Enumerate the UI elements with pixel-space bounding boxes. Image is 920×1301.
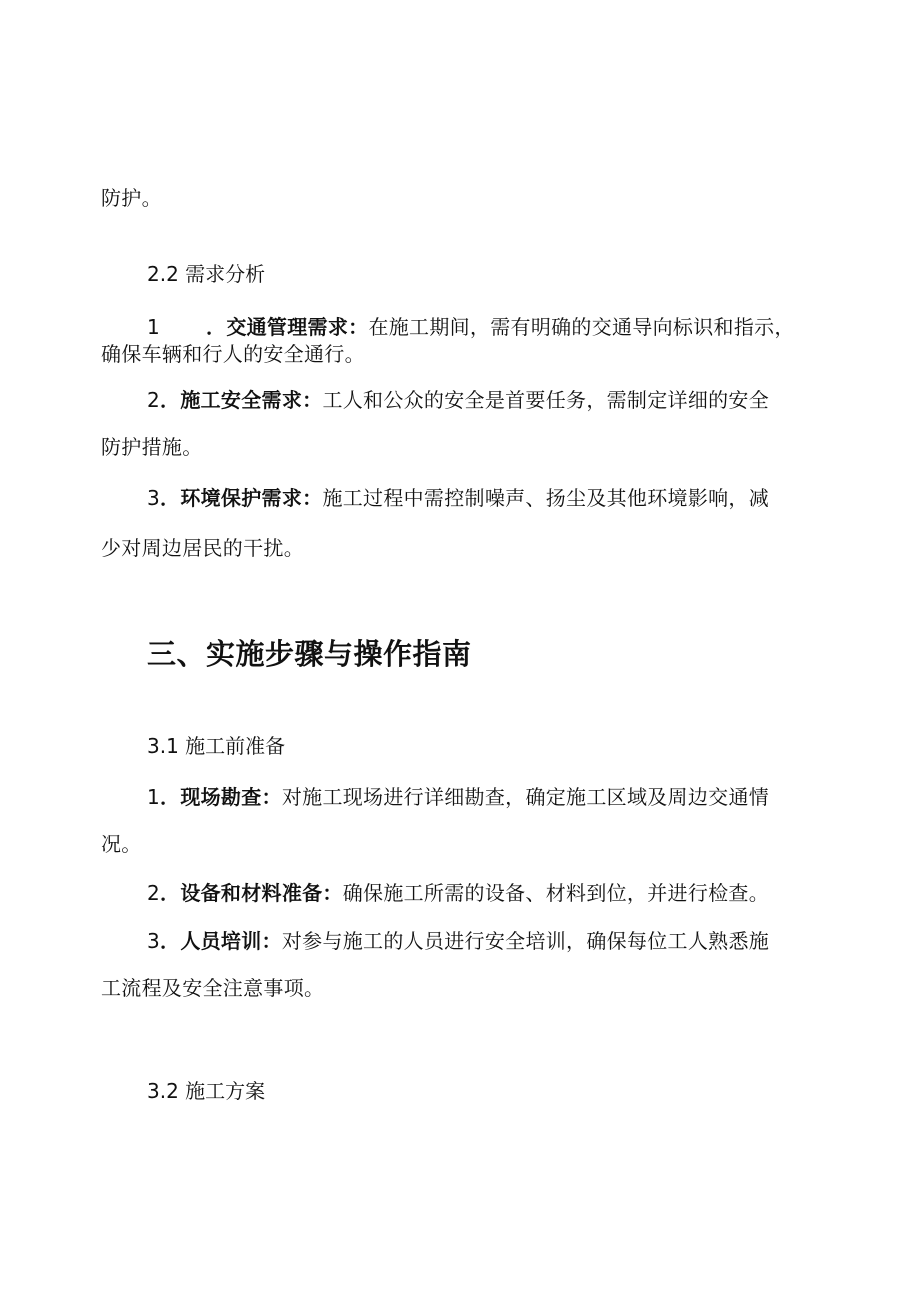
list-item-environment-need [147,485,769,511]
list-item-number: 1 [147,315,161,339]
list-item-equipment-prep [147,880,769,906]
list-item-text: 施工过程中需控制噪声、扬尘及其他环境影响，减 [322,486,770,510]
list-item-number: 3 [147,929,161,953]
list-item-continuation: 少对周边居民的干扰。 [101,536,304,560]
list-item-number: 2 [147,388,161,412]
list-item-lead: ．现场勘查： [160,785,282,809]
list-item-continuation: 况。 [101,832,142,856]
chapter-heading-3: 三、实施步骤与操作指南 [147,637,472,671]
list-item-safety-need [147,387,769,413]
list-item-lead: ．施工安全需求： [160,388,323,412]
section-heading-2-2: 2.2 需求分析 [147,262,266,286]
list-item-text: 对施工现场进行详细勘查，确定施工区域及周边交通情 [281,785,770,809]
list-item-site-survey [147,784,769,810]
section-heading-3-2: 3.2 施工方案 [147,1079,266,1103]
list-item-text: 对参与施工的人员进行安全培训，确保每位工人熟悉施 [281,929,770,953]
list-item-continuation: 工流程及安全注意事项。 [101,976,325,1000]
list-item-lead: ．人员培训： [160,929,282,953]
paragraph-tail: 防护。 [101,186,162,210]
list-item-text: 在施工期间，需有明确的交通导向标识和指示， [368,315,795,339]
list-item-continuation: 确保车辆和行人的安全通行。 [101,342,365,366]
list-item-staff-training [147,928,769,954]
list-item-text: 工人和公众的安全是首要任务，需制定详细的安全 [322,388,770,412]
list-item-number: 2 [147,881,161,905]
list-item-text: 确保施工所需的设备、材料到位，并进行检查。 [342,881,770,905]
list-item-lead: ．设备和材料准备： [160,881,343,905]
list-item-traffic-need [147,314,795,340]
list-item-continuation: 防护措施。 [101,435,203,459]
list-item-number: 1 [147,785,161,809]
list-item-number: 3 [147,486,161,510]
section-heading-3-1: 3.1 施工前准备 [147,734,286,758]
list-item-lead: ．交通管理需求： [206,315,369,339]
list-item-lead: ．环境保护需求： [160,486,323,510]
